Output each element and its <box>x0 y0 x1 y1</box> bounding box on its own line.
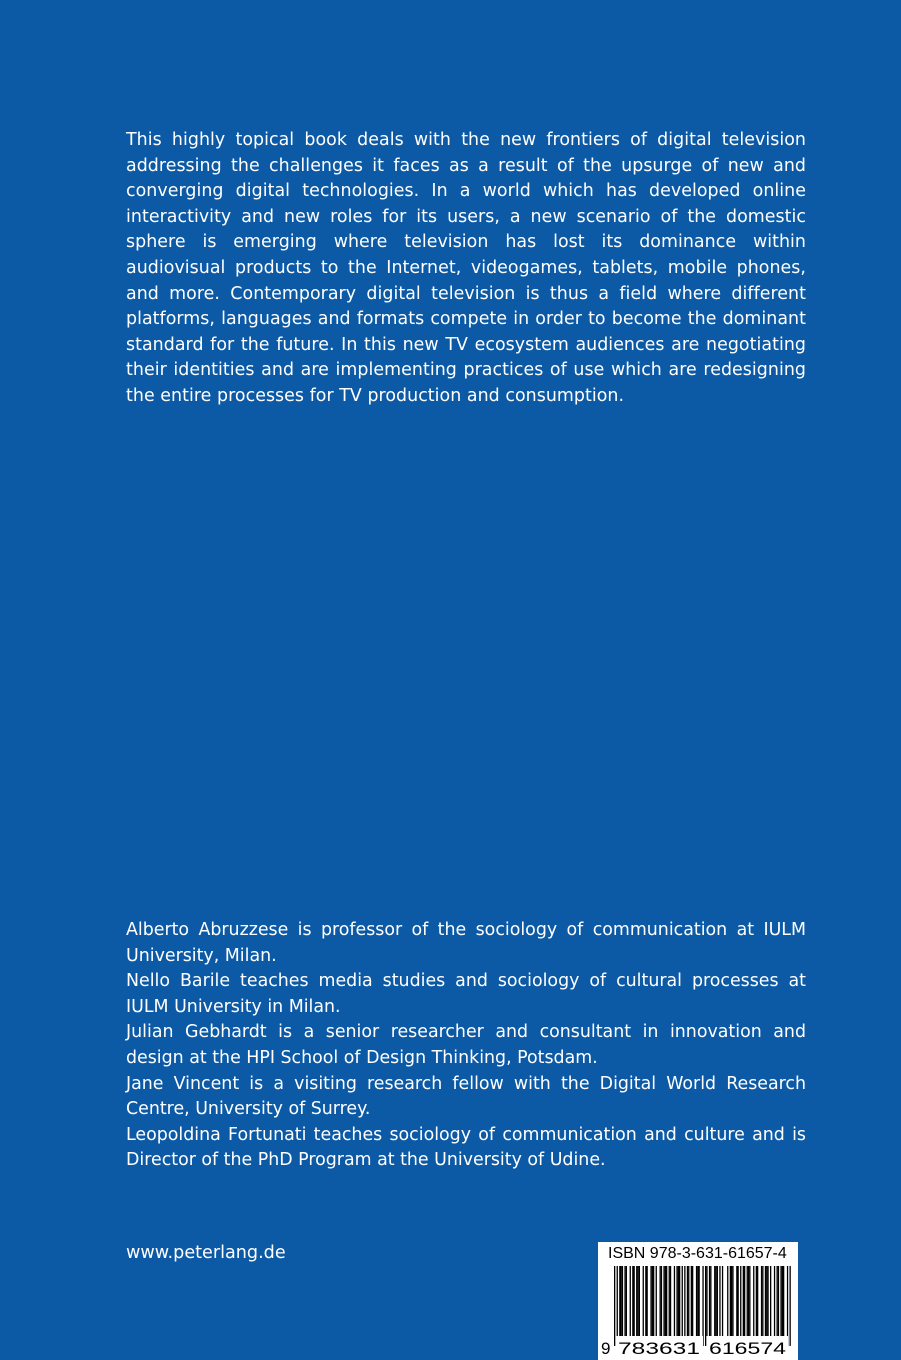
barcode-bar <box>709 1266 710 1336</box>
barcode-bar <box>687 1266 688 1336</box>
barcode-bar <box>719 1266 720 1336</box>
barcode-bar <box>669 1266 670 1336</box>
barcode-bar <box>699 1266 700 1336</box>
barcode-left-digits: 783631 <box>618 1339 700 1358</box>
barcode-bar <box>738 1266 739 1336</box>
barcode-bar <box>624 1266 625 1336</box>
barcode-bar <box>634 1266 635 1336</box>
barcode-bar <box>782 1266 783 1336</box>
barcode-bar <box>706 1266 707 1336</box>
barcode-bar <box>744 1266 745 1336</box>
barcode-bar <box>617 1266 618 1346</box>
author-bio: Leopoldina Fortunati teaches sociology of communication and culture and is Director of the PhD Program at the University of Udine. <box>126 1124 806 1171</box>
barcode-bar <box>740 1266 741 1336</box>
barcode-bar <box>682 1266 683 1336</box>
barcode-bar <box>770 1266 771 1336</box>
barcode-bar <box>645 1266 646 1336</box>
isbn-barcode <box>598 1242 798 1360</box>
barcode-bar <box>756 1266 757 1336</box>
author-bio: Julian Gebhardt is a senior researcher and consultant in innovation and design at the HPI School of Design Thinking, Potsdam. <box>126 1022 806 1068</box>
barcode-bar <box>736 1266 737 1336</box>
barcode-bar <box>643 1266 644 1336</box>
barcode-bar <box>697 1266 698 1336</box>
barcode-bar <box>652 1266 653 1336</box>
barcode-bar <box>787 1266 788 1346</box>
barcode-bar <box>731 1266 732 1336</box>
barcode-bar <box>748 1266 749 1336</box>
barcode-bar <box>666 1266 667 1336</box>
barcode-bar <box>636 1266 637 1336</box>
barcode-bar <box>753 1266 754 1336</box>
author-bio: Nello Barile teaches media studies and sociology of cultural processes at IULM University in Milan. <box>126 971 806 1017</box>
barcode-bar <box>647 1266 648 1336</box>
barcode-bar <box>674 1266 675 1336</box>
barcode-bar <box>766 1266 767 1336</box>
barcode-bar <box>660 1266 661 1336</box>
barcode-bar <box>663 1266 664 1336</box>
book-description: This highly topical book deals with the new frontiers of digital television addressing the challenges it faces as a result of the upsurge of new and converging digital technologies. In a world which has developed online interactivity and new roles for its users, a new scenario of the domestic sphere is emerging where television has lost its dominance within audiovisual products to the Internet, videogames, tablets, mobile phones, and more. Contemporary digital television is thus a field where different platforms, languages and formats compete in order to become the dominant standard for the future. In this new TV ecosystem audiences are negotiating their identities and are implementing practices of use which are redesigning the entire processes for TV production and consumption. <box>126 130 806 406</box>
author-bios <box>126 918 806 1174</box>
barcode-bar <box>783 1266 784 1336</box>
barcode-bar <box>621 1266 622 1336</box>
barcode-bar <box>626 1266 627 1336</box>
barcode-bar <box>743 1266 744 1336</box>
barcode-bar <box>702 1266 703 1346</box>
barcode-bar <box>732 1266 733 1336</box>
barcode-bar <box>778 1266 779 1336</box>
barcode-bar <box>765 1266 766 1336</box>
barcode-bar <box>688 1266 689 1336</box>
barcode-bar <box>790 1266 791 1346</box>
barcode-bar <box>710 1266 711 1336</box>
barcode-bar <box>727 1266 728 1336</box>
barcode-bar <box>614 1266 615 1346</box>
barcode-bar <box>762 1266 763 1336</box>
barcode-bar <box>714 1266 715 1336</box>
barcode-bar <box>757 1266 758 1336</box>
author-bio: Jane Vincent is a visiting research fellow with the Digital World Research Centre, University of Surrey. <box>126 1073 806 1120</box>
barcode-bar <box>761 1266 762 1336</box>
barcode-bar <box>630 1266 631 1336</box>
barcode-bar <box>692 1266 693 1336</box>
barcode-bars <box>614 1266 791 1346</box>
barcode-right-digits: 616574 <box>709 1339 786 1358</box>
barcode-bar <box>774 1266 775 1336</box>
barcode-bar <box>730 1266 731 1336</box>
barcode-bar <box>656 1266 657 1336</box>
barcode-bar <box>715 1266 716 1336</box>
barcode-bar <box>650 1266 651 1336</box>
barcode-first-digit: 9 <box>601 1339 611 1358</box>
publisher-website: www.peterlang.de <box>126 1243 286 1263</box>
barcode-bar <box>691 1266 692 1336</box>
barcode-bar <box>670 1266 671 1336</box>
barcode-bar <box>653 1266 654 1336</box>
barcode-bar <box>676 1266 677 1336</box>
barcode-graphic <box>598 1242 798 1360</box>
barcode-bar <box>679 1266 680 1336</box>
barcode-bar <box>622 1266 623 1336</box>
barcode-bar <box>705 1266 706 1346</box>
barcode-bar <box>665 1266 666 1336</box>
barcode-bar <box>684 1266 685 1336</box>
barcode-bar <box>696 1266 697 1336</box>
barcode-bar <box>639 1266 640 1336</box>
barcode-bar <box>747 1266 748 1336</box>
barcode-bar <box>722 1266 723 1336</box>
barcode-bar <box>767 1266 768 1336</box>
barcode-bar <box>777 1266 778 1336</box>
barcode-bar <box>637 1266 638 1336</box>
isbn-number: ISBN 978-3-631-61657-4 <box>608 1245 787 1262</box>
barcode-bar <box>632 1266 633 1336</box>
barcode-bar <box>749 1266 750 1336</box>
author-bio: Alberto Abruzzese is professor of the sociology of communication at IULM University, Milan. <box>126 920 806 966</box>
barcode-bar <box>619 1266 620 1336</box>
barcode-bar <box>661 1266 662 1336</box>
barcode-bar <box>780 1266 781 1336</box>
barcode-bar <box>717 1266 718 1336</box>
barcode-bar <box>678 1266 679 1336</box>
